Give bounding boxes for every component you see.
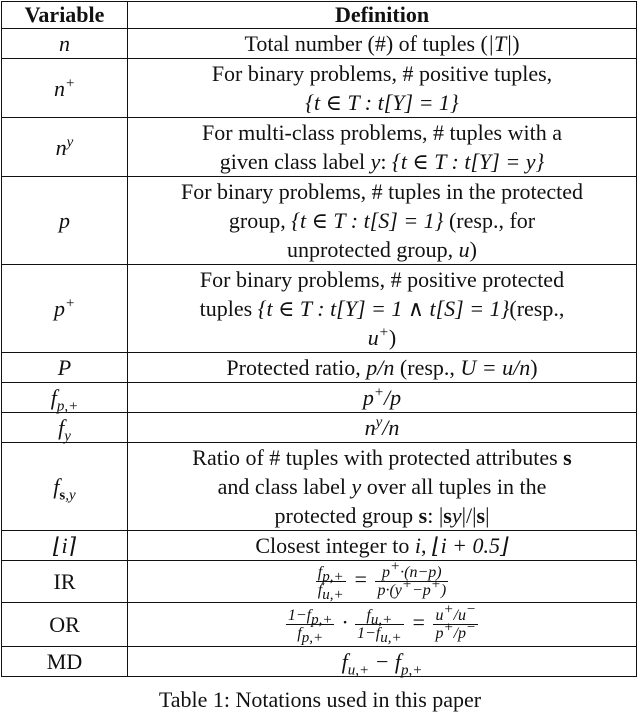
def-P: Protected ratio, p/n (resp., U = u/n) xyxy=(128,353,637,383)
table-row xyxy=(2,647,637,677)
def-IR: $\frac{f_{p,+}}{f_{u,+}}$ = $\frac{p^+\cdot(n-p)}{p\cdot(y^+-p^+)}$ xyxy=(128,561,637,603)
table-row xyxy=(2,603,637,647)
def-n-plus: For binary problems, # positive tuples, {t ∈ T : t[Y] = 1} xyxy=(128,59,637,118)
var-n-y: $n^y$ xyxy=(2,118,128,177)
var-f-y: $f_y$ xyxy=(2,413,128,443)
def-OR: $\frac{1-f_{p,+}}{f_{p,+}}$ · $\frac{f_{u,+}}{1-f_{u,+}}$ = $\frac{u^+/u^-}{p^+/p^-}$ xyxy=(128,603,637,647)
def-f-p-plus: p+/p xyxy=(128,383,637,413)
table-row xyxy=(2,443,637,531)
var-MD: MD xyxy=(2,647,128,677)
def-n: Total number (#) of tuples (|T|) xyxy=(128,29,637,59)
def-f-s-y: Ratio of # tuples with protected attributes s and class label y over all tuples in the protected group s: |sy|/|s| xyxy=(128,443,637,531)
var-n-plus: n+ xyxy=(2,59,128,118)
table-row xyxy=(2,177,637,265)
var-P: P xyxy=(2,353,128,383)
var-OR: OR xyxy=(2,603,128,647)
table-row xyxy=(2,59,637,118)
table-row xyxy=(2,413,637,443)
var-n: n xyxy=(2,29,128,59)
var-round-i: ⌊i⌉ xyxy=(2,531,128,561)
header-definition: Definition xyxy=(128,2,637,29)
def-round-i: Closest integer to i, ⌊i + 0.5⌋ xyxy=(128,531,637,561)
table-row xyxy=(2,531,637,561)
def-p: For binary problems, # tuples in the protected group, {t ∈ T : t[S] = 1} (resp., for unprotected group, u) xyxy=(128,177,637,265)
var-p-plus: p+ xyxy=(2,265,128,353)
var-f-s-y: $f_{s,y}$ xyxy=(2,443,128,531)
notation-table xyxy=(1,1,637,677)
var-p: p xyxy=(2,177,128,265)
table-row xyxy=(2,383,637,413)
def-f-y: $n^y/n$ xyxy=(128,413,637,443)
var-f-p-plus: $f_{p,+}$ xyxy=(2,383,128,413)
table-row xyxy=(2,561,637,603)
def-p-plus: For binary problems, # positive protected tuples {t ∈ T : t[Y] = 1 ∧ t[S] = 1}(resp., u+) xyxy=(128,265,637,353)
table-row xyxy=(2,353,637,383)
table-caption: Table 1: Notations used in this paper xyxy=(158,687,482,712)
def-MD: $f_{u,+} - f_{p,+}$ xyxy=(128,647,637,677)
table-header-row xyxy=(2,2,637,29)
table-row xyxy=(2,118,637,177)
def-n-y: For multi-class problems, # tuples with a given class label y: {t ∈ T : t[Y] = y} xyxy=(128,118,637,177)
header-variable: Variable xyxy=(2,2,128,29)
var-IR: IR xyxy=(2,561,128,603)
table-row xyxy=(2,265,637,353)
table-row xyxy=(2,29,637,59)
